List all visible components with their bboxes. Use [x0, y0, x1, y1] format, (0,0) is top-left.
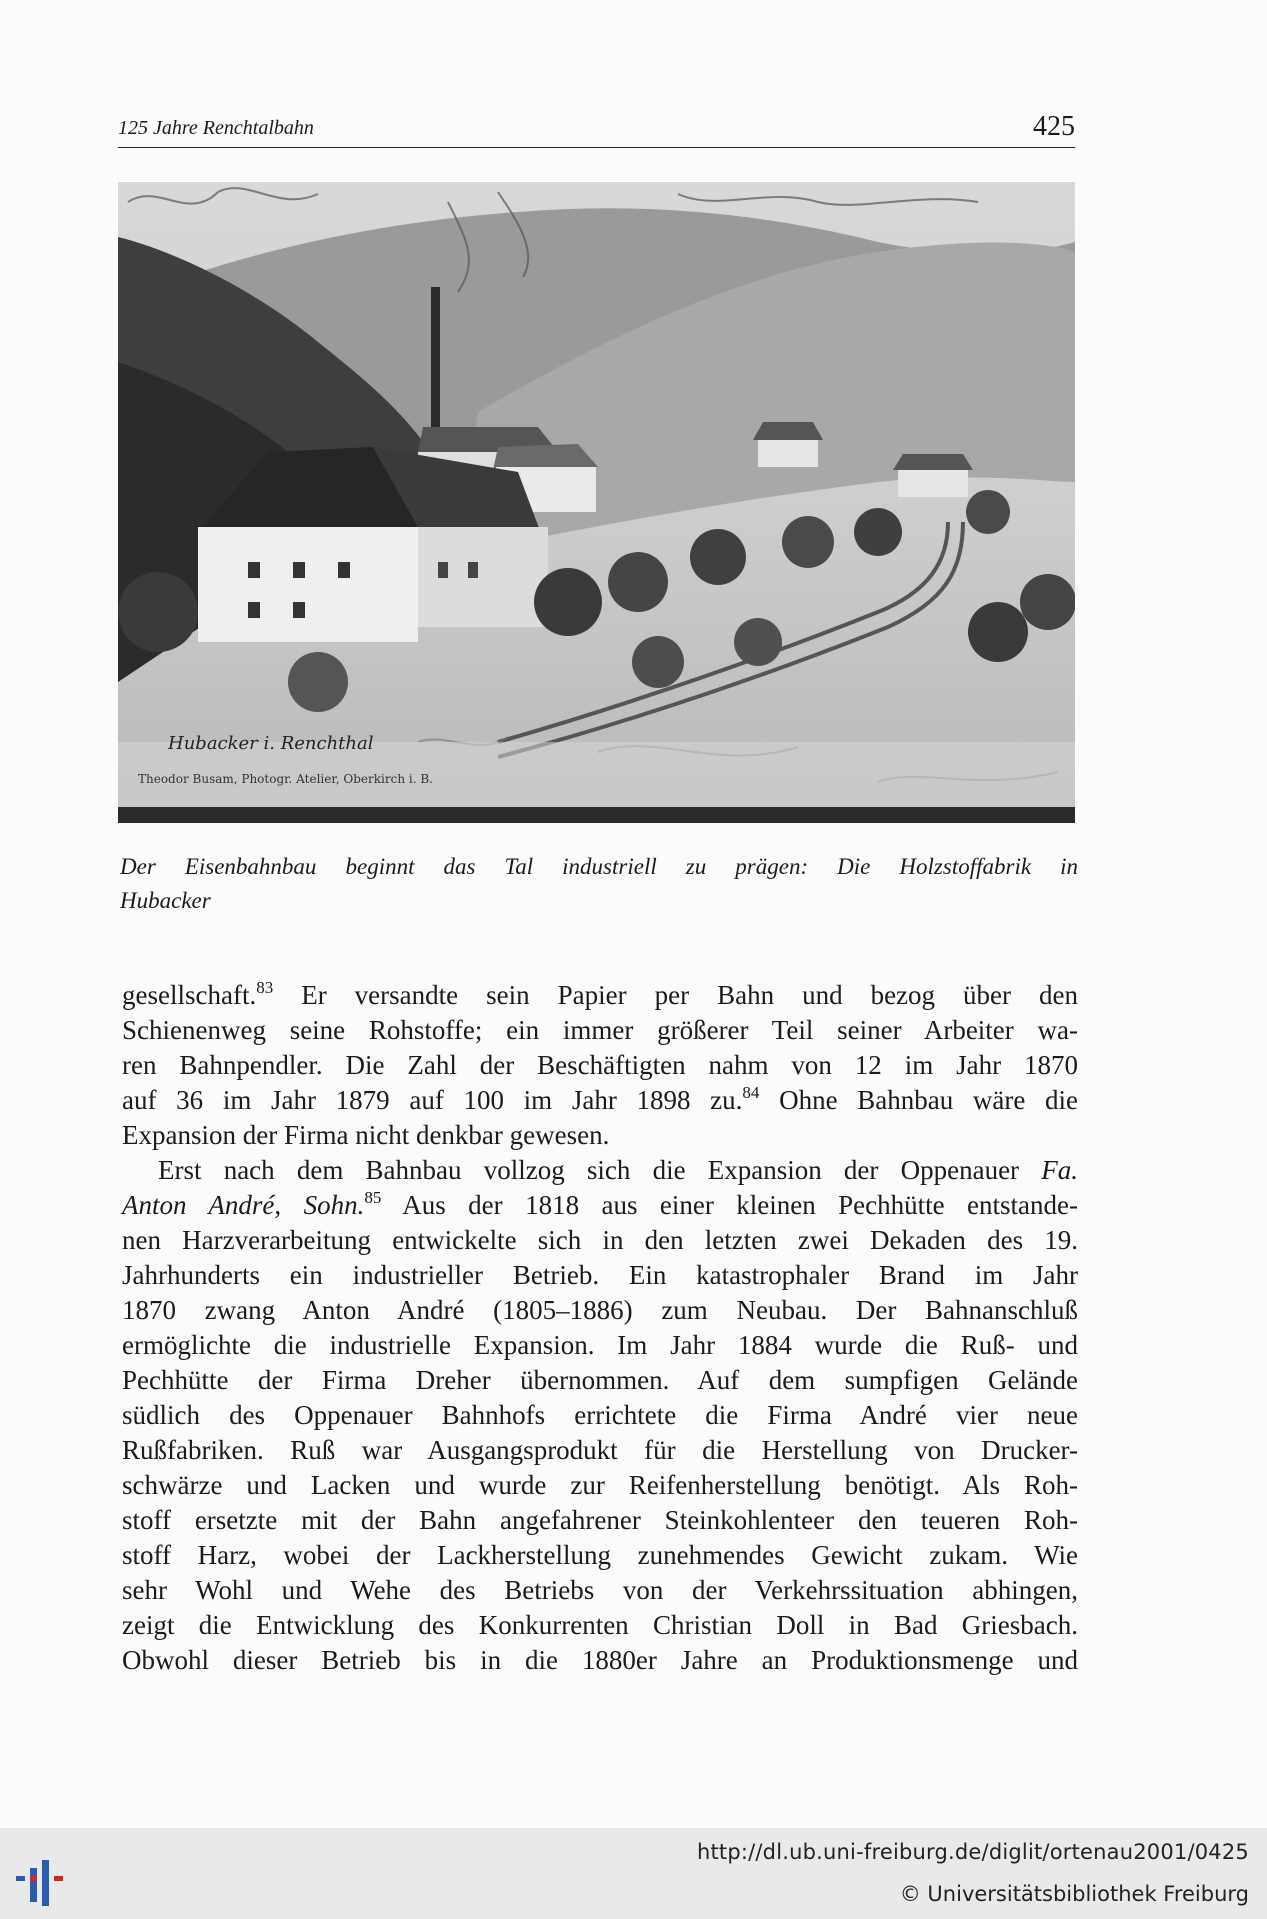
running-title: 125 Jahre Renchtalbahn: [118, 117, 314, 139]
footnote-ref-85: 85: [364, 1188, 382, 1207]
company-name-italic: Anton André, Sohn.: [122, 1190, 365, 1220]
text-segment: Aus der 1818 aus einer kleinen Pechhütte entstande-: [381, 1190, 1078, 1220]
text-line: [122, 1083, 1078, 1118]
text-segment: auf 36 im Jahr 1879 auf 100 im Jahr 1898 zu.: [122, 1085, 743, 1115]
caption-line-2: Hubacker: [120, 888, 211, 913]
text-line: Rußfabriken. Ruß war Ausgangsprodukt für die Herstellung von Drucker-: [122, 1435, 1078, 1465]
text-line: [122, 978, 1078, 1013]
figure-caption: [120, 850, 1078, 918]
text-line: [122, 1188, 1078, 1223]
photo-inscription-photographer: Theodor Busam, Photogr. Atelier, Oberkirch i. B.: [138, 772, 433, 786]
text-segment: Er versandte sein Papier per Bahn und bezog über den: [273, 980, 1078, 1010]
text-segment: Erst nach dem Bahnbau vollzog sich die Expansion der Oppenauer: [158, 1155, 1042, 1185]
page-number: 425: [1033, 111, 1075, 142]
text-line: sehr Wohl und Wehe des Betriebs von der Verkehrssituation abhingen,: [122, 1575, 1078, 1605]
footnote-ref-83: 83: [256, 978, 274, 997]
ub-freiburg-logo-icon: [16, 1858, 80, 1908]
text-line: 1870 zwang Anton André (1805–1886) zum Neubau. Der Bahnanschluß: [122, 1295, 1078, 1325]
text-line: [122, 1153, 1078, 1188]
text-line: Obwohl dieser Betrieb bis in die 1880er Jahre an Produktionsmenge und: [122, 1645, 1078, 1675]
company-name-italic: Fa.: [1041, 1155, 1078, 1185]
running-header: [118, 113, 1075, 148]
text-line: stoff ersetzte mit der Bahn angefahrener Steinkohlenteer den teueren Roh-: [122, 1505, 1078, 1535]
text-segment: Ohne Bahnbau wäre die: [759, 1085, 1079, 1115]
digital-copy-url[interactable]: http://dl.ub.uni-freiburg.de/diglit/ortenau2001/0425: [696, 1840, 1249, 1864]
text-segment: gesellschaft.: [122, 980, 257, 1010]
text-line: ren Bahnpendler. Die Zahl der Beschäftigten nahm von 12 im Jahr 1870: [122, 1050, 1078, 1080]
footnote-ref-84: 84: [742, 1083, 760, 1102]
text-line: schwärze und Lacken und wurde zur Reifenherstellung benötigt. Als Roh-: [122, 1470, 1078, 1500]
text-line: Expansion der Firma nicht denkbar gewesen.: [122, 1120, 610, 1150]
historic-photograph: [118, 182, 1075, 823]
photo-inscription-place: Hubacker i. Renchthal: [168, 733, 374, 754]
caption-line-1: Der Eisenbahnbau beginnt das Tal industriell zu prägen: Die Holzstoffabrik in: [120, 854, 1078, 879]
copyright-notice: © Universitätsbibliothek Freiburg: [899, 1882, 1249, 1906]
text-line: nen Harzverarbeitung entwickelte sich in den letzten zwei Dekaden des 19.: [122, 1225, 1078, 1255]
text-line: Schienenweg seine Rohstoffe; ein immer größerer Teil seiner Arbeiter wa-: [122, 1015, 1078, 1045]
text-line: stoff Harz, wobei der Lackherstellung zunehmendes Gewicht zukam. Wie: [122, 1540, 1078, 1570]
library-footer: [0, 1828, 1267, 1919]
text-line: zeigt die Entwicklung des Konkurrenten Christian Doll in Bad Griesbach.: [122, 1610, 1078, 1640]
text-line: südlich des Oppenauer Bahnhofs errichtete die Firma André vier neue: [122, 1400, 1078, 1430]
text-line: ermöglichte die industrielle Expansion. Im Jahr 1884 wurde die Ruß- und: [122, 1330, 1078, 1360]
body-text: [122, 978, 1078, 1678]
text-line: Pechhütte der Firma Dreher übernommen. Auf dem sumpfigen Gelände: [122, 1365, 1078, 1395]
text-line: Jahrhunderts ein industrieller Betrieb. Ein katastrophaler Brand im Jahr: [122, 1260, 1078, 1290]
photo-illustration: [118, 182, 1075, 823]
